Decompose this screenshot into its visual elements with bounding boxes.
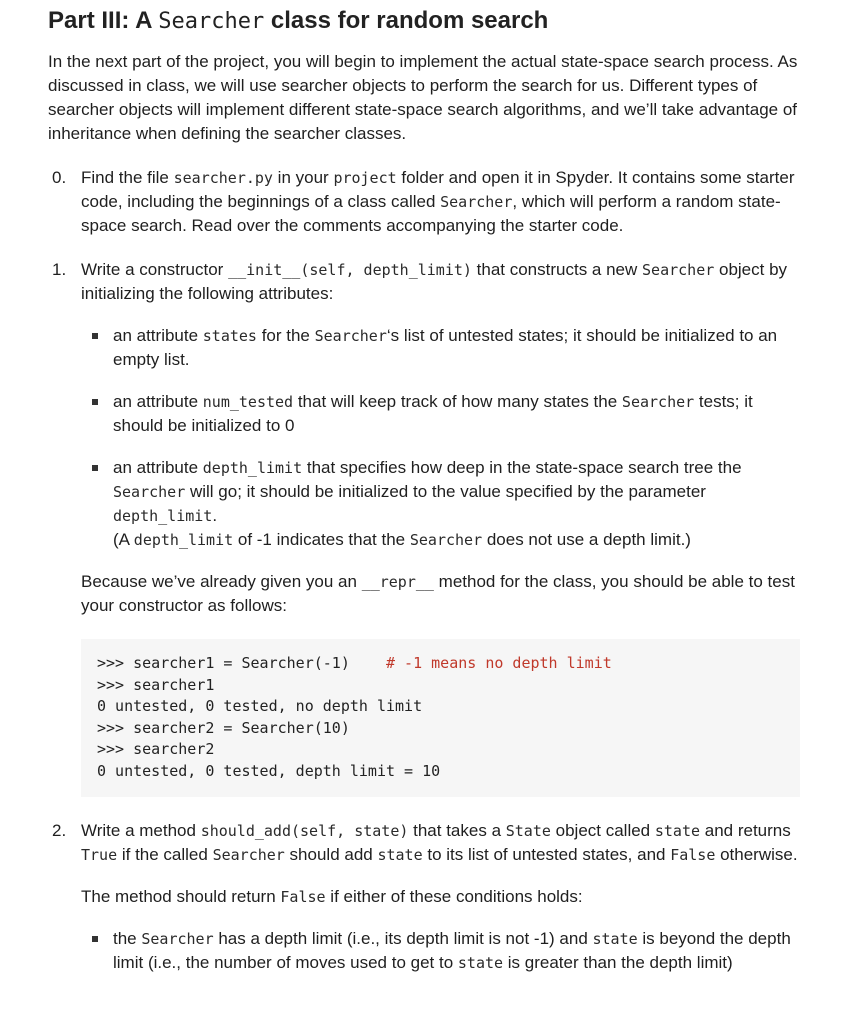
code-line: >>> searcher2 = Searcher(10) bbox=[97, 718, 350, 737]
document-page bbox=[48, 6, 800, 993]
filename-code: searcher.py bbox=[173, 169, 273, 187]
code-example bbox=[81, 639, 800, 797]
param-code: depth_limit bbox=[113, 507, 213, 525]
step-1-text: Write a constructor __init__(self, depth_limit) that constructs a new Searcher object by initializing the following attributes: bbox=[81, 260, 788, 303]
step-0 bbox=[48, 166, 800, 238]
value-code: False bbox=[280, 888, 326, 906]
list-item: an attribute depth_limit that specifies how deep in the state-space search tree the Searcher will go; it should be initialized to the value specified by the parameter depth_limit. (A depth_limit of -1 indicates that the Searcher does not use a depth limit.) bbox=[81, 456, 800, 552]
repr-code: __repr__ bbox=[361, 573, 434, 591]
class-code: Searcher bbox=[621, 393, 695, 411]
step-1 bbox=[48, 258, 800, 797]
class-code: State bbox=[505, 822, 551, 840]
repr-paragraph: Because we’ve already given you an __repr__ method for the class, you should be able to test your constructor as follows: bbox=[81, 572, 795, 615]
class-code: Searcher bbox=[212, 846, 285, 864]
code-line: >>> searcher1 bbox=[97, 675, 215, 694]
attr-code: num_tested bbox=[202, 393, 294, 411]
method-code: should_add(self, state) bbox=[200, 822, 409, 840]
code-comment: # -1 means no depth limit bbox=[386, 654, 612, 672]
list-item: an attribute num_tested that will keep track of how many states the Searcher tests; it should be initialized to 0 bbox=[81, 390, 800, 438]
code-line: 0 untested, 0 tested, depth limit = 10 bbox=[97, 761, 441, 780]
step-0-text: Find the file searcher.py in your project folder and open it in Spyder. It contains some starter code, including the beginnings of a class called Searcher, which will perform a random state-space search. Read over the comments accompanying the starter code. bbox=[81, 168, 795, 235]
code-line: 0 untested, 0 tested, no depth limit bbox=[97, 697, 423, 715]
heading-code: Searcher bbox=[158, 9, 265, 34]
class-code: Searcher bbox=[314, 327, 387, 345]
constructor-code: __init__(self, depth_limit) bbox=[228, 261, 472, 279]
class-code: Searcher bbox=[642, 261, 715, 279]
code-line: >>> searcher1 = Searcher(-1) bbox=[97, 654, 350, 672]
attribute-list bbox=[81, 324, 800, 552]
class-code: Searcher bbox=[113, 483, 186, 501]
condition-list bbox=[81, 927, 800, 975]
bullet-icon bbox=[92, 936, 98, 942]
attr-code: states bbox=[202, 327, 257, 345]
class-code: Searcher bbox=[440, 193, 513, 211]
folder-code: project bbox=[333, 169, 397, 187]
code-line: >>> searcher2 bbox=[97, 740, 215, 758]
value-code: True bbox=[81, 846, 118, 864]
step-number: 0. bbox=[52, 168, 67, 187]
param-code: state bbox=[654, 822, 701, 840]
bullet-icon bbox=[92, 465, 98, 471]
attr-code: depth_limit bbox=[202, 459, 303, 477]
list-item: the Searcher has a depth limit (i.e., its depth limit is not -1) and state is beyond the depth limit (i.e., the number of moves used to get to state is greater than the depth limit) bbox=[81, 927, 800, 975]
conditions-intro: The method should return False if either of these conditions holds: bbox=[81, 887, 583, 906]
part-heading bbox=[48, 6, 800, 37]
intro-paragraph: In the next part of the project, you will begin to implement the actual state-space search process. As discussed in class, we will use searcher objects to perform the search for us. Different types of searcher objects will implement different state-space search algorithms, and we’ll take advantage of inheritance when defining the searcher classes. bbox=[48, 52, 798, 143]
param-code: state bbox=[592, 930, 638, 948]
heading-suffix: class for random search bbox=[264, 7, 549, 34]
class-code: Searcher bbox=[409, 531, 483, 549]
bullet-icon bbox=[92, 399, 98, 405]
param-code: state bbox=[457, 954, 504, 972]
heading-prefix: Part III: A bbox=[48, 7, 159, 34]
param-code: state bbox=[377, 846, 423, 864]
value-code: False bbox=[670, 846, 716, 864]
class-code: Searcher bbox=[141, 930, 214, 948]
step-2-text: Write a method should_add(self, state) that takes a State object called state and returns True if the called Searcher should add state to its list of untested states, and False otherwise. bbox=[81, 821, 798, 864]
bullet-icon bbox=[92, 333, 98, 339]
attr-code: depth_limit bbox=[133, 531, 234, 549]
step-number: 1. bbox=[52, 260, 67, 279]
step-2 bbox=[48, 819, 800, 975]
list-item: an attribute states for the Searcher‘s list of untested states; it should be initialized to an empty list. bbox=[81, 324, 800, 372]
step-number: 2. bbox=[52, 821, 67, 840]
